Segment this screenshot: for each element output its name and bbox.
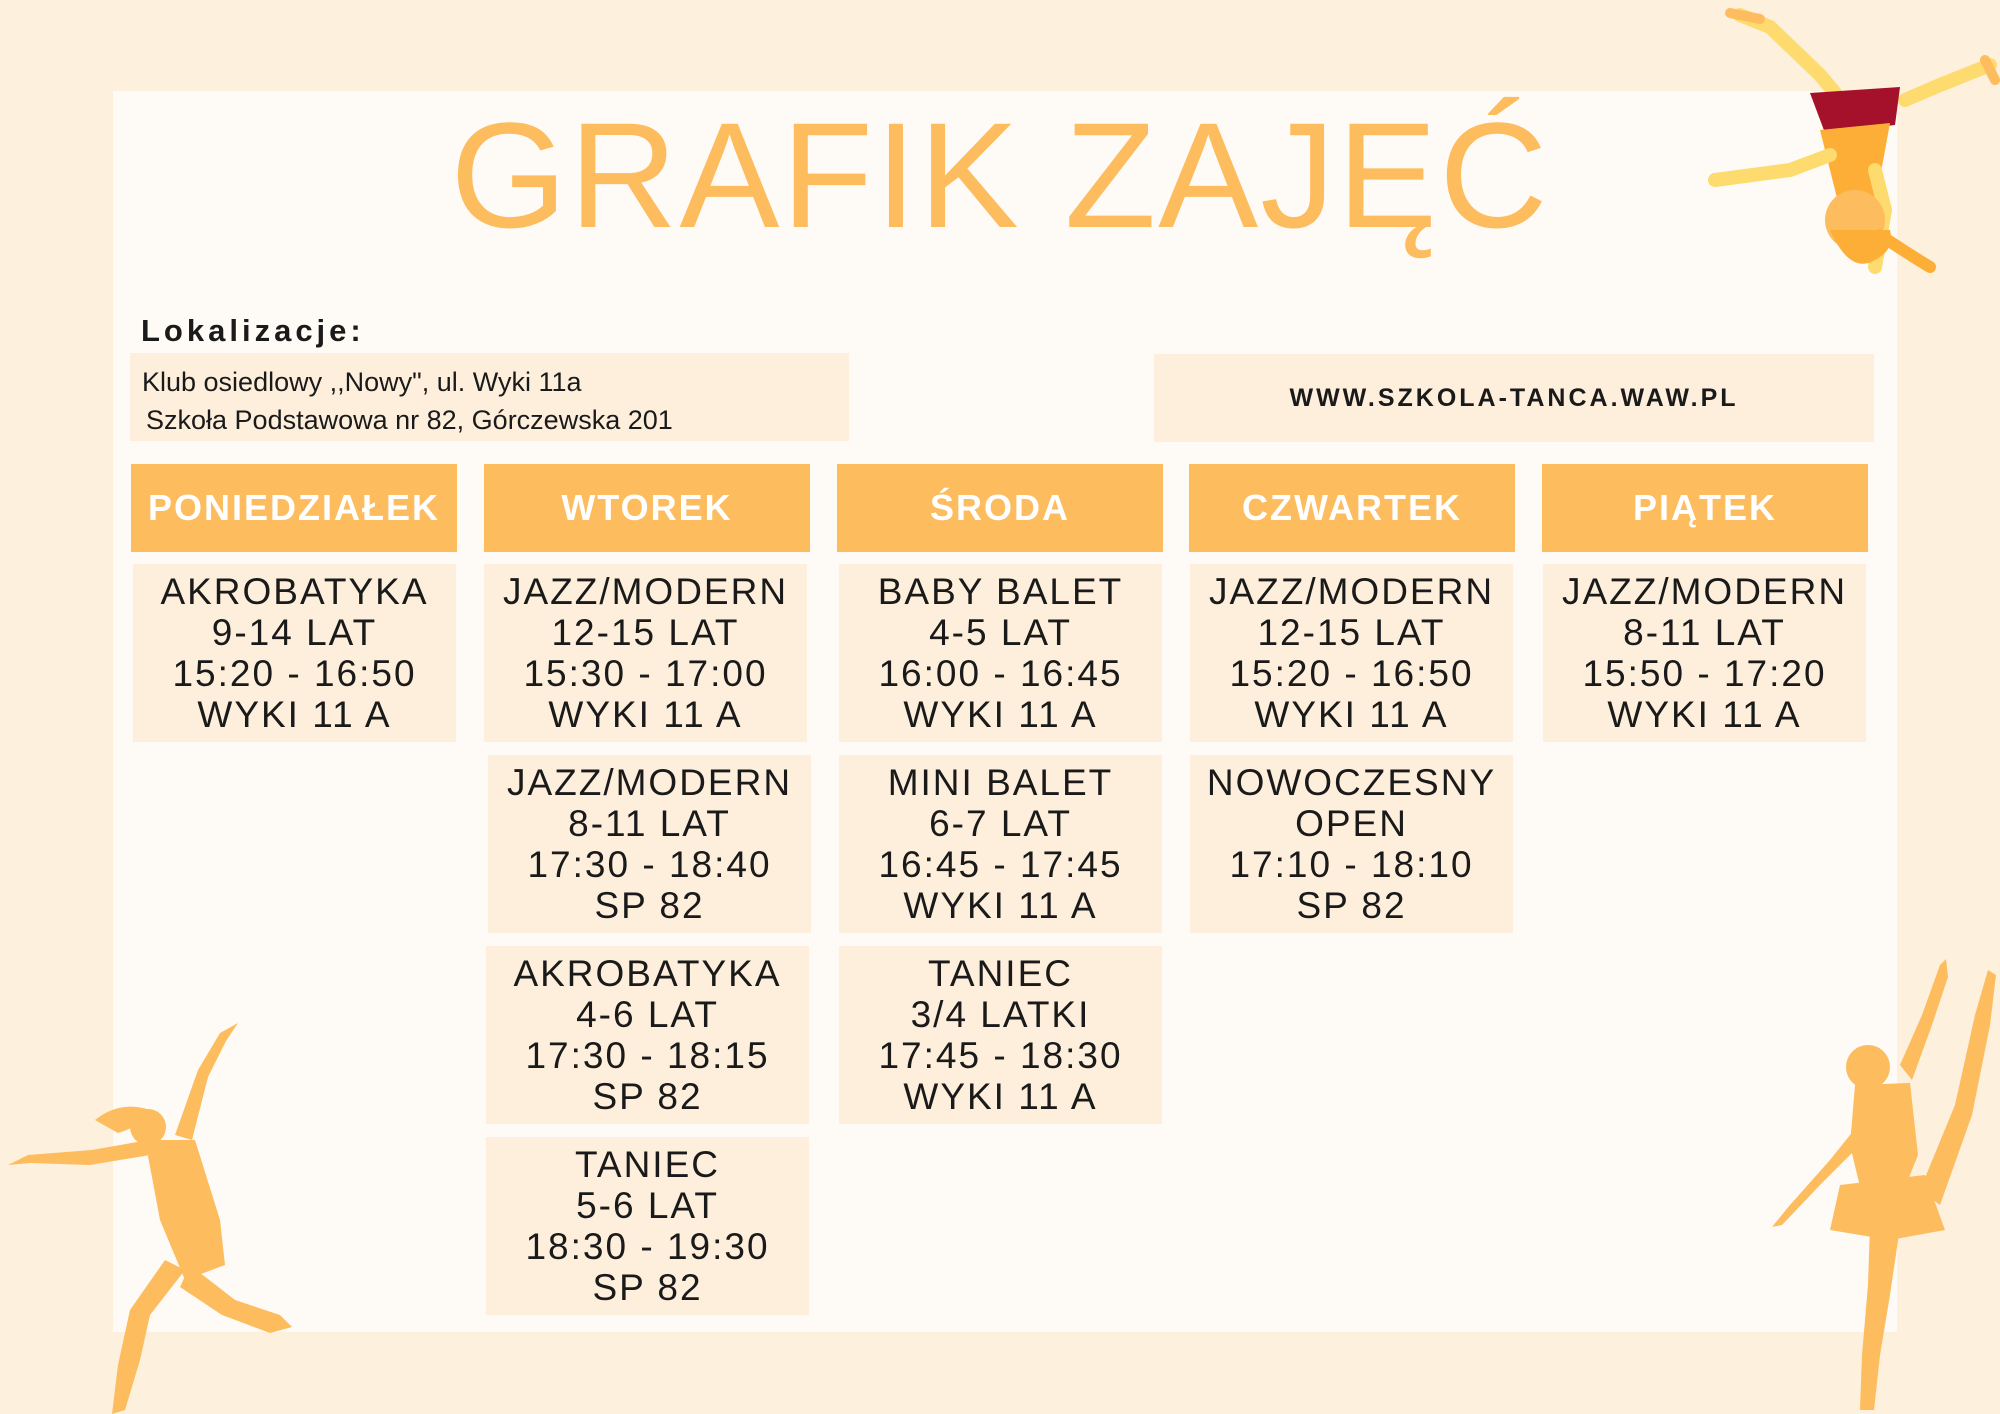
class-place: WYKI 11 A	[1254, 694, 1449, 735]
leaping-dancer-icon	[0, 1015, 300, 1414]
class-age: 6-7 LAT	[929, 803, 1072, 844]
class-card	[839, 755, 1162, 933]
class-name: TANIEC	[928, 953, 1073, 994]
class-time: 15:30 - 17:00	[523, 653, 768, 694]
class-place: WYKI 11 A	[903, 694, 1098, 735]
class-time: 17:30 - 18:40	[527, 844, 772, 885]
class-name: JAZZ/MODERN	[1561, 571, 1848, 612]
class-time: 17:30 - 18:15	[525, 1035, 770, 1076]
class-name: BABY BALET	[877, 571, 1124, 612]
page-title: GRAFIK ZAJĘĆ	[450, 91, 1550, 259]
class-name: AKROBATYKA	[160, 571, 429, 612]
class-time: 15:20 - 16:50	[172, 653, 417, 694]
class-card	[839, 946, 1162, 1124]
class-time: 16:45 - 17:45	[878, 844, 1123, 885]
class-age: 5-6 LAT	[576, 1185, 719, 1226]
class-card	[486, 946, 809, 1124]
locations-box	[130, 353, 849, 441]
class-time: 15:50 - 17:20	[1582, 653, 1827, 694]
class-card	[1543, 564, 1866, 742]
day-name: PIĄTEK	[1632, 487, 1777, 528]
class-card	[486, 1137, 809, 1315]
location-line-1: Klub osiedlowy ,,Nowy", ul. Wyki 11a	[142, 367, 582, 397]
day-name: CZWARTEK	[1242, 487, 1462, 528]
class-age: OPEN	[1295, 803, 1408, 844]
website-box	[1154, 354, 1874, 442]
class-place: SP 82	[592, 1076, 703, 1117]
day-header-wednesday	[837, 464, 1163, 552]
class-age: 8-11 LAT	[568, 803, 731, 844]
class-place: SP 82	[594, 885, 705, 926]
class-age: 12-15 LAT	[551, 612, 740, 653]
class-name: JAZZ/MODERN	[506, 762, 793, 803]
day-name: WTOREK	[561, 487, 733, 528]
class-age: 3/4 LATKI	[910, 994, 1091, 1035]
class-age: 4-6 LAT	[576, 994, 719, 1035]
class-name: NOWOCZESNY	[1206, 762, 1497, 803]
class-place: SP 82	[592, 1267, 703, 1308]
day-header-tuesday	[484, 464, 810, 552]
locations-heading: Lokalizacje:	[141, 313, 365, 348]
class-card	[1190, 755, 1513, 933]
class-place: WYKI 11 A	[903, 1076, 1098, 1117]
day-name: ŚRODA	[929, 487, 1070, 528]
class-card	[484, 564, 807, 742]
class-place: SP 82	[1296, 885, 1407, 926]
class-card	[488, 755, 811, 933]
location-line-2: Szkoła Podstawowa nr 82, Górczewska 201	[146, 405, 673, 435]
class-age: 4-5 LAT	[929, 612, 1072, 653]
class-place: WYKI 11 A	[903, 885, 1098, 926]
day-header-monday	[131, 464, 457, 552]
class-time: 16:00 - 16:45	[878, 653, 1123, 694]
class-card	[1190, 564, 1513, 742]
class-time: 15:20 - 16:50	[1229, 653, 1474, 694]
class-name: JAZZ/MODERN	[502, 571, 789, 612]
class-card	[839, 564, 1162, 742]
class-name: TANIEC	[575, 1144, 720, 1185]
class-name: JAZZ/MODERN	[1208, 571, 1495, 612]
class-card	[133, 564, 456, 742]
class-place: WYKI 11 A	[548, 694, 743, 735]
ballerina-icon	[1750, 955, 2000, 1414]
class-place: WYKI 11 A	[197, 694, 392, 735]
class-time: 18:30 - 19:30	[525, 1226, 770, 1267]
day-name: PONIEDZIAŁEK	[147, 487, 440, 528]
class-age: 8-11 LAT	[1623, 612, 1786, 653]
class-name: AKROBATYKA	[513, 953, 782, 994]
class-time: 17:10 - 18:10	[1229, 844, 1474, 885]
day-header-thursday	[1189, 464, 1515, 552]
class-name: MINI BALET	[887, 762, 1114, 803]
class-time: 17:45 - 18:30	[878, 1035, 1123, 1076]
day-header-friday	[1542, 464, 1868, 552]
class-place: WYKI 11 A	[1607, 694, 1802, 735]
class-age: 12-15 LAT	[1257, 612, 1446, 653]
class-age: 9-14 LAT	[211, 612, 378, 653]
website-link[interactable]: WWW.SZKOLA-TANCA.WAW.PL	[1289, 383, 1739, 412]
